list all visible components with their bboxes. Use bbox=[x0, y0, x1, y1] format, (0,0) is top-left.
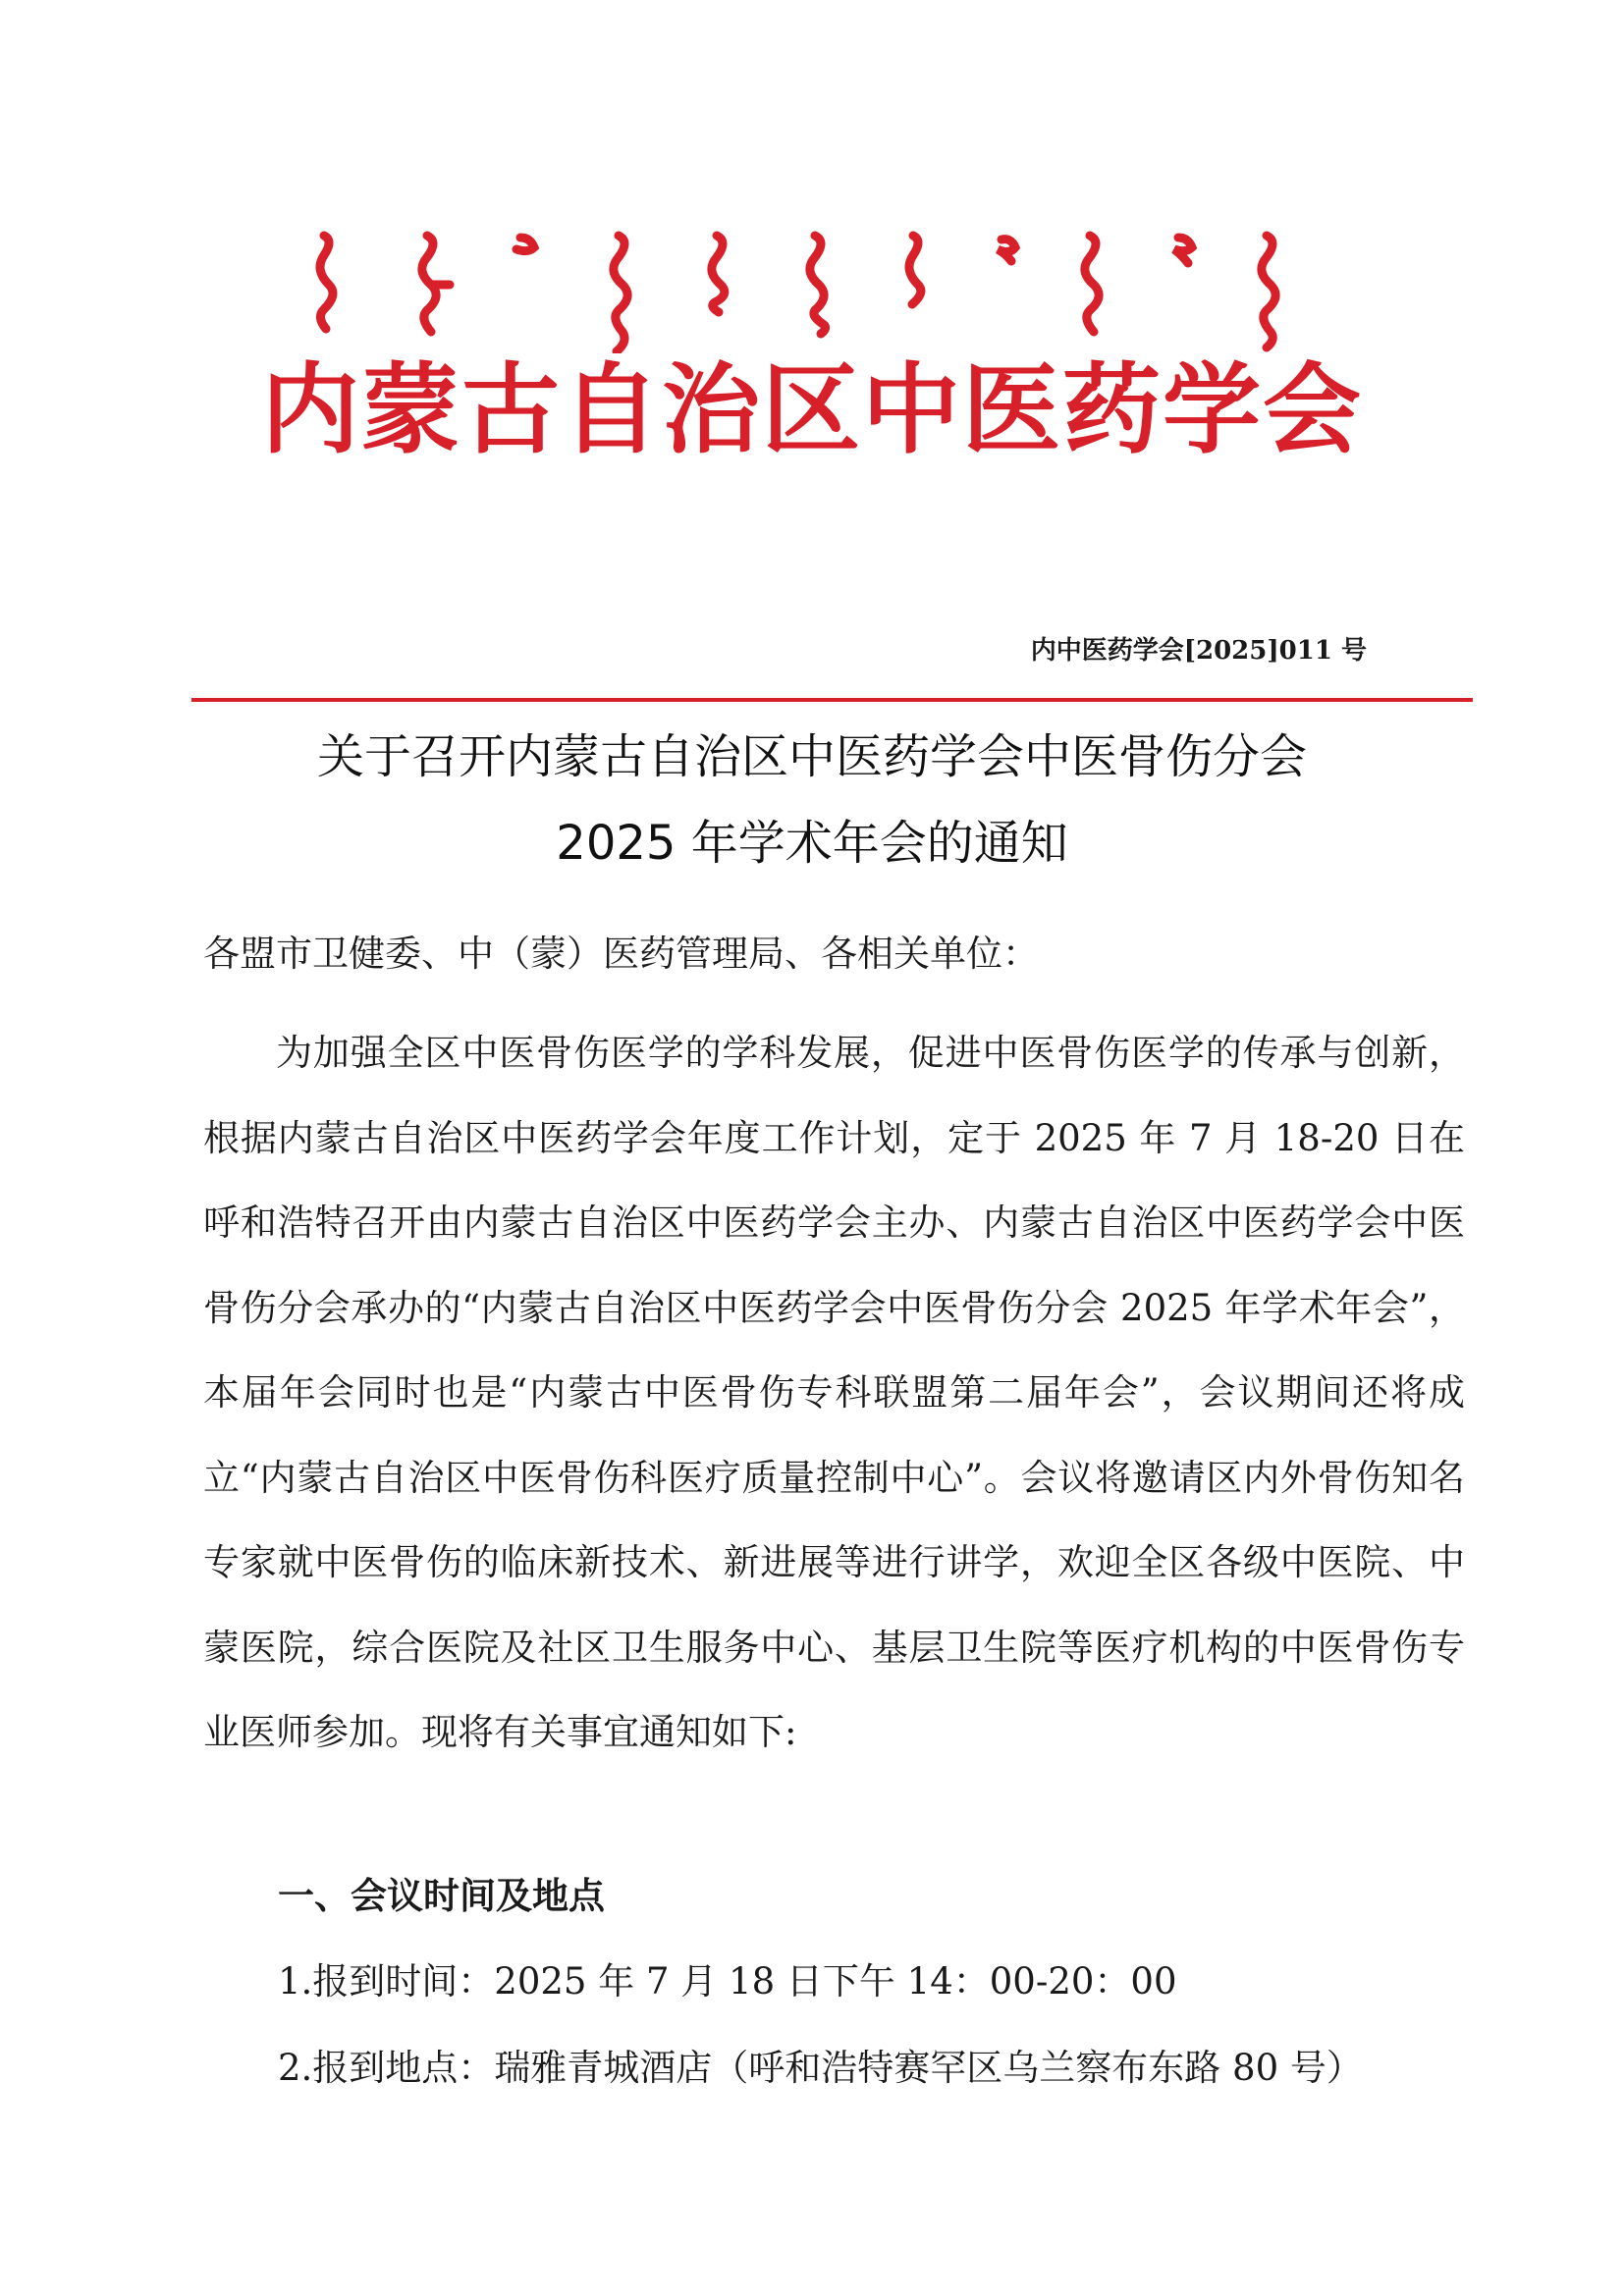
list-item-registration-time: 1.报到时间：2025 年 7 月 18 日下午 14：00-20：00 bbox=[278, 1960, 1177, 2002]
mongolian-script-logo bbox=[295, 226, 1375, 353]
section-heading-meeting-time-location: 一、会议时间及地点 bbox=[278, 1875, 605, 1917]
letterhead-divider bbox=[191, 698, 1473, 702]
document-number: 内中医药学会[2025]011 号 bbox=[1030, 636, 1367, 666]
org-name-heading: 内蒙古自治区中医药学会 bbox=[261, 352, 1363, 467]
notice-title-line-2: 2025 年学术年会的通知 bbox=[556, 816, 1068, 871]
addressee: 各盟市卫健委、中（蒙）医药管理局、各相关单位： bbox=[203, 933, 1039, 975]
notice-title-line-1: 关于召开内蒙古自治区中医药学会中医骨伤分会 bbox=[316, 729, 1307, 784]
list-item-registration-location: 2.报到地点：瑞雅青城酒店（呼和浩特赛罕区乌兰察布东路 80 号） bbox=[278, 2047, 1363, 2089]
body-paragraph: 为加强全区中医骨伤医学的学科发展，促进中医骨伤医学的传承与创新，根据内蒙古自治区中医药学会年度工作计划，定于 2025 年 7 月 18-20 日在呼和浩特召开由内蒙古自治区中医药学会主办、内蒙古自治区中医药学会中医骨伤分会承办的“内蒙古自治区中医药学会中医骨伤分会 2025 年学术年会”，本届年会同时也是“内蒙古中医骨伤专科联盟第二届年会”，会议期间还将成立“内蒙古自治区中医骨伤科医疗质量控制中心”。会议将邀请区内外骨伤知名专家就中医骨伤的临床新技术、新进展等进行讲学，欢迎全区各级中医院、中蒙医院，综合医院及社区卫生服务中心、基层卫生院等医疗机构的中医骨伤专业医师参加。现将有关事宜通知如下: bbox=[203, 1032, 1465, 1753]
